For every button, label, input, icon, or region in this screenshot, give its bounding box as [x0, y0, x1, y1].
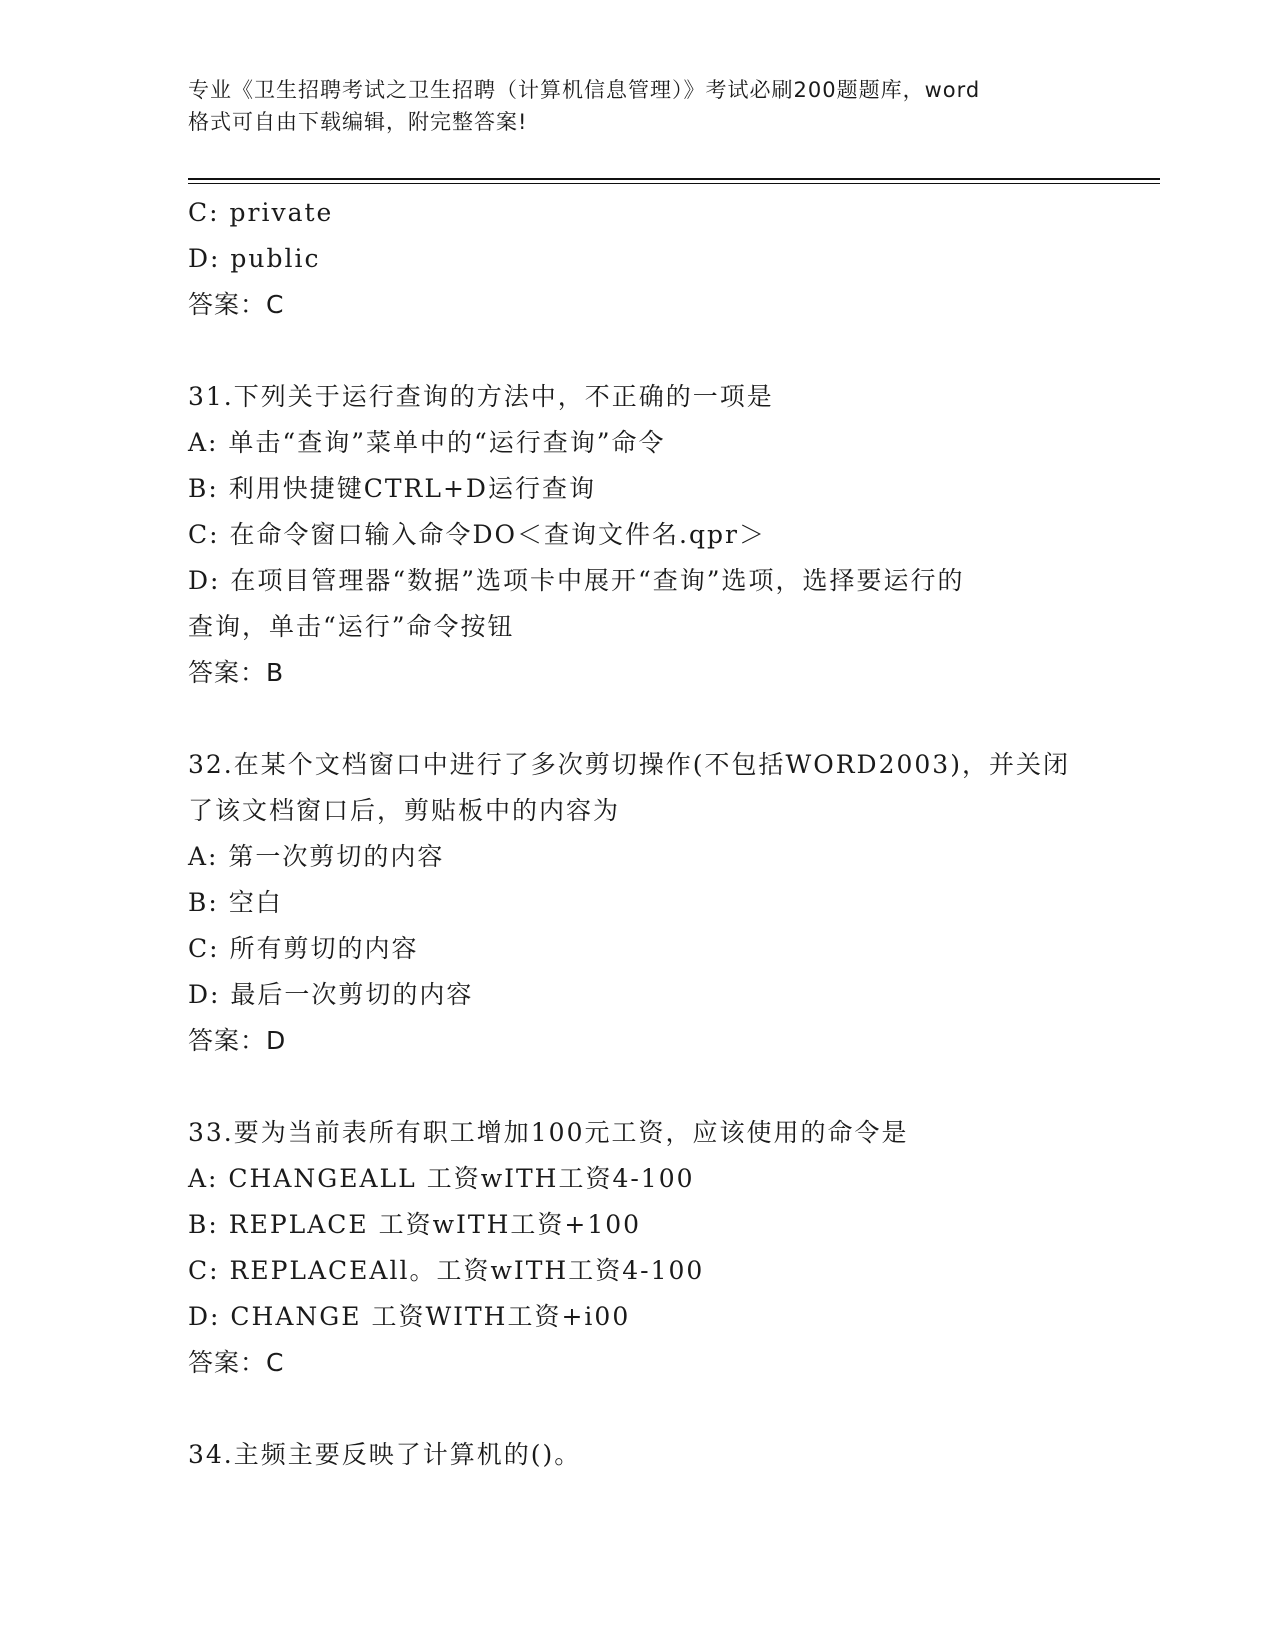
option-b: B: REPLACE 工资wITH工资+100	[188, 1210, 642, 1239]
spacer	[188, 328, 1088, 374]
option-c: C: private	[188, 198, 334, 227]
header-divider-thin	[188, 183, 1160, 184]
question-stem: 33.要为当前表所有职工增加100元工资，应该使用的命令是	[188, 1118, 909, 1147]
question-stem-continued: 了该文档窗口后，剪贴板中的内容为	[188, 796, 621, 825]
question-block-34	[188, 1432, 1088, 1478]
option-d: D: 最后一次剪切的内容	[188, 980, 474, 1009]
question-stem: 31.下列关于运行查询的方法中，不正确的一项是	[188, 382, 774, 411]
question-block-33	[188, 1110, 1088, 1386]
option-d: D: CHANGE 工资WITH工资+i00	[188, 1302, 631, 1331]
header-line-2: 格式可自由下载编辑，附完整答案!	[188, 110, 528, 134]
option-c: C: 所有剪切的内容	[188, 934, 419, 963]
header-divider-thick	[188, 178, 1160, 180]
spacer	[188, 1386, 1088, 1432]
answer-line: 答案：B	[188, 658, 285, 687]
spacer	[188, 1064, 1088, 1110]
option-a: A: CHANGEALL 工资wITH工资4-100	[188, 1164, 695, 1193]
option-b: B: 空白	[188, 888, 283, 917]
option-d-continued: 查询，单击“运行”命令按钮	[188, 612, 515, 641]
answer-line: 答案：D	[188, 1026, 287, 1055]
question-block-30	[188, 190, 1088, 328]
option-b: B: 利用快捷键CTRL+D运行查询	[188, 474, 596, 503]
question-list	[188, 190, 1088, 1478]
option-a: A: 单击“查询”菜单中的“运行查询”命令	[188, 428, 666, 457]
question-stem: 32.在某个文档窗口中进行了多次剪切操作(不包括WORD2003)，并关闭	[188, 750, 1070, 779]
question-stem: 34.主频主要反映了计算机的()。	[188, 1440, 582, 1469]
option-a: A: 第一次剪切的内容	[188, 842, 445, 871]
option-d: D: 在项目管理器“数据”选项卡中展开“查询”选项，选择要运行的	[188, 566, 965, 595]
header-line-1: 专业《卫生招聘考试之卫生招聘（计算机信息管理）》考试必刷200题题库，word	[188, 78, 981, 102]
question-block-32	[188, 742, 1088, 1064]
answer-line: 答案：C	[188, 1348, 285, 1377]
spacer	[188, 696, 1088, 742]
answer-line: 答案：C	[188, 290, 285, 319]
question-block-31	[188, 374, 1088, 696]
document-header	[188, 74, 1088, 138]
option-c: C: REPLACEAll。工资wITH工资4-100	[188, 1256, 705, 1285]
option-d: D: public	[188, 244, 321, 273]
option-c: C: 在命令窗口输入命令DO＜查询文件名.qpr＞	[188, 520, 766, 549]
